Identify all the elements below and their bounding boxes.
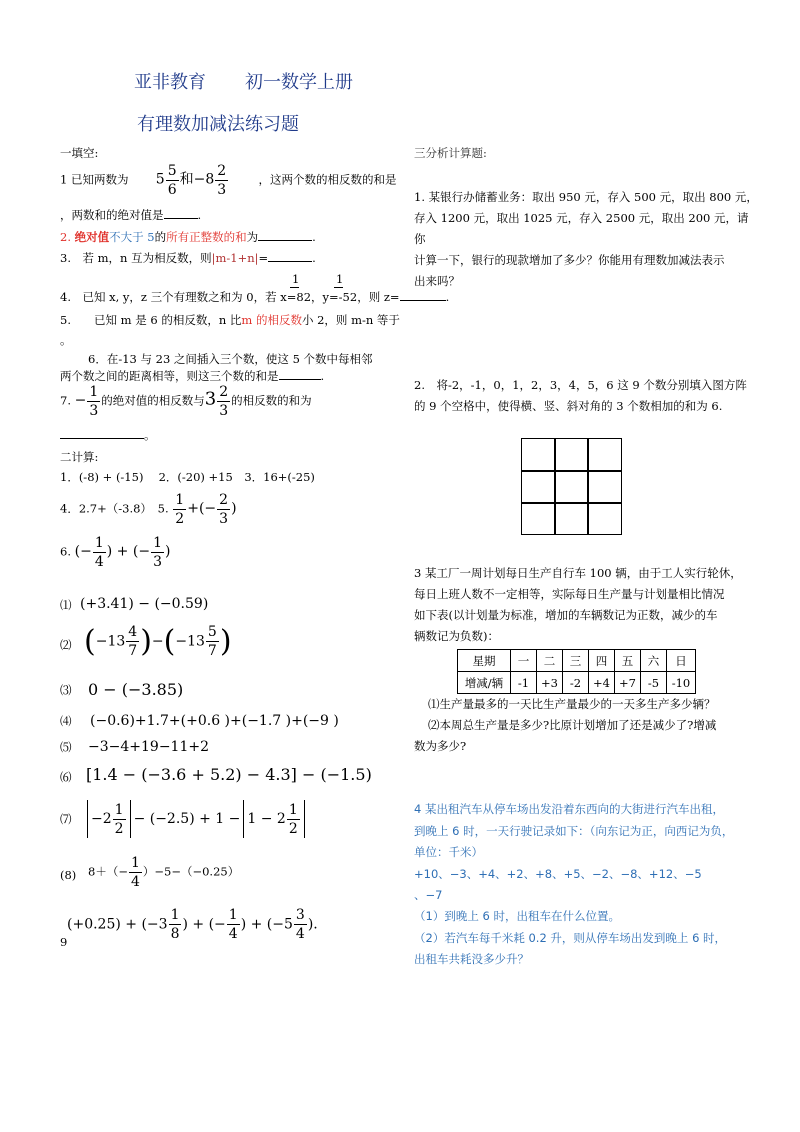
problem-2-expr: (−13 $\frac{4}{7}$ )−(−13 $\frac{5}{7}$ ) bbox=[84, 624, 232, 659]
table-cell: -10 bbox=[667, 672, 696, 694]
analysis-q3-line1: 3 某工厂一周计划每日生产自行车 100 辆，由于工人实行轮休， bbox=[414, 566, 742, 580]
p7-frac1 bbox=[113, 803, 126, 836]
analysis-q1-line1: 1. 某银行办储蓄业务：取出 950 元，存入 500 元，取出 800 元， bbox=[414, 190, 758, 204]
problem-8-expr bbox=[88, 856, 239, 889]
c3-frac1-num: 1 bbox=[94, 535, 104, 551]
table-head-cell: 日 bbox=[667, 650, 696, 672]
q7-number: 7. bbox=[60, 393, 71, 408]
q1-frac2-den: 3 bbox=[217, 182, 227, 198]
table-head-cell: 五 bbox=[615, 650, 641, 672]
analysis-q4-line2: 到晚上 6 时，一天行驶记录如下：（向东记为正，向西记为负， bbox=[414, 824, 734, 838]
q2-answer-blank[interactable] bbox=[258, 240, 312, 241]
table-head-cell: 星期 bbox=[458, 650, 511, 672]
q7-answer-blank[interactable] bbox=[60, 438, 144, 439]
analysis-q4-line1: 4 某出租汽车从停车场出发沿着东西向的大街进行汽车出租， bbox=[414, 802, 724, 816]
section-fill-blank: 一填空: bbox=[60, 146, 99, 160]
question-6: 6．在-13 与 23 之间插入三个数，使这 5 个数中每相邻 bbox=[88, 352, 373, 366]
q5-end: 。 bbox=[60, 333, 72, 347]
calc-row-2 bbox=[60, 493, 237, 526]
q2-positive-integers: 所有正整数 bbox=[166, 230, 224, 244]
q2-wei: 为 bbox=[246, 230, 259, 244]
q2-number: 2. bbox=[60, 230, 71, 244]
q1-frac2 bbox=[215, 164, 228, 197]
q4-sup1: 1 bbox=[292, 272, 300, 286]
question-3 bbox=[60, 251, 316, 266]
q3-answer-blank[interactable] bbox=[268, 261, 312, 262]
p2-frac2 bbox=[206, 625, 219, 658]
q4-text-c: ，则 z= bbox=[357, 290, 400, 304]
p8-frac-den: 4 bbox=[130, 874, 140, 890]
p9-frac2-den: 4 bbox=[228, 926, 238, 942]
p9-frac2-num: 1 bbox=[228, 907, 238, 923]
p8-frac bbox=[129, 856, 142, 889]
q6-period: . bbox=[320, 369, 325, 383]
magic-square-grid bbox=[521, 438, 622, 535]
question-1-line2 bbox=[60, 208, 201, 223]
calc-row-1: 1．(-8) + (-15) 2．(-20) +15 3．16+(-25) bbox=[60, 470, 315, 484]
p8-b: ）−5−（−0.25） bbox=[142, 864, 240, 879]
section-calculation: 二计算: bbox=[60, 450, 99, 464]
c2-text: 4．2.7+（-3.8） 5. bbox=[60, 501, 169, 516]
q4-answer-blank[interactable] bbox=[400, 300, 446, 301]
q1-answer-blank[interactable] bbox=[164, 218, 198, 219]
analysis-q3-sub2: ⑵本周总生产量是多少?比原计划增加了还是减少了?增减 bbox=[428, 718, 717, 732]
c2-frac2-num: 2 bbox=[219, 492, 229, 508]
problem-3-label: ⑶ bbox=[60, 683, 72, 697]
p7-c: 1 − 2 bbox=[247, 811, 286, 827]
q2-not-greater: 不大于 5 bbox=[109, 230, 155, 244]
c2-frac1-num: 1 bbox=[175, 492, 185, 508]
q1-text-a: 1 已知两数为 bbox=[60, 172, 129, 187]
q4-frac-bar2 bbox=[334, 287, 343, 288]
p9-end: . bbox=[313, 916, 318, 933]
q7-frac2 bbox=[217, 385, 230, 418]
q4-period: . bbox=[445, 290, 450, 304]
page-title: 有理数加减法练习题 bbox=[137, 114, 299, 135]
p2-neg2: −13 bbox=[175, 633, 205, 650]
p9-c: ) + (−5 bbox=[240, 916, 293, 933]
q5-opposite-m: m 的相反数 bbox=[241, 313, 302, 327]
analysis-q1-line3: 你 bbox=[414, 232, 426, 246]
problem-1-expr: (+3.41) − (−0.59) bbox=[80, 596, 209, 612]
p9-frac2 bbox=[227, 908, 240, 941]
table-head-cell: 二 bbox=[537, 650, 563, 672]
problem-8-label: (8) bbox=[60, 868, 77, 882]
table-cell: +3 bbox=[537, 672, 563, 694]
q1-frac1-num: 5 bbox=[167, 163, 177, 179]
problem-1-label: ⑴ bbox=[60, 598, 72, 612]
q4-sub1: 2 bbox=[303, 290, 312, 304]
section-analysis: 三分析计算题: bbox=[414, 146, 487, 160]
c3-frac1-den: 4 bbox=[94, 554, 104, 570]
p8-a: 8＋（− bbox=[88, 864, 128, 879]
table-head-cell: 三 bbox=[563, 650, 589, 672]
problem-4-label: ⑷ bbox=[60, 714, 72, 728]
c3-frac2-num: 1 bbox=[153, 535, 162, 551]
table-head-cell: 一 bbox=[511, 650, 537, 672]
table-head-cell: 六 bbox=[641, 650, 667, 672]
q7-period: 。 bbox=[144, 428, 156, 442]
p2-frac2-num: 5 bbox=[207, 624, 217, 640]
p9-frac1-den: 8 bbox=[170, 926, 180, 942]
q2-de: 的 bbox=[154, 230, 167, 244]
analysis-q3-sub3: 数为多少? bbox=[414, 739, 467, 753]
p9-d: ) bbox=[307, 916, 314, 933]
q4-sup2: 1 bbox=[336, 272, 344, 286]
q3-eq: = bbox=[258, 251, 269, 265]
table-cell: +4 bbox=[589, 672, 615, 694]
q1-mid: 和−8 bbox=[179, 171, 215, 188]
q7-frac1 bbox=[87, 385, 100, 418]
analysis-q3-line3: 如下表(以计划量为标准，增加的车辆数记为正数，减少的车 bbox=[414, 608, 718, 622]
c2-frac2-den: 3 bbox=[219, 511, 229, 527]
q1-text-b: ，这两个数的相反数的和是 bbox=[258, 172, 397, 187]
c3-frac2-den: 3 bbox=[153, 554, 162, 570]
problem-2-label: ⑵ bbox=[60, 638, 72, 652]
q2-sum: 的和 bbox=[223, 230, 247, 244]
p9-b: ) + (− bbox=[182, 916, 226, 933]
p9-a: (+0.25) + (−3 bbox=[67, 916, 168, 933]
problem-5-label: ⑸ bbox=[60, 740, 72, 754]
c2-op: +(− bbox=[187, 500, 217, 517]
org-name: 亚非教育 bbox=[134, 72, 206, 93]
q7-text-c: 的相反数的和为 bbox=[231, 393, 312, 408]
p2-frac2-den: 7 bbox=[207, 643, 217, 659]
c3-open: (− bbox=[74, 543, 92, 560]
p7-frac2-num: 1 bbox=[288, 801, 298, 818]
c3-frac1 bbox=[93, 536, 106, 569]
question-2 bbox=[60, 230, 316, 245]
q5-text-a: 5. 已知 m 是 6 的相反数，n 比 bbox=[60, 313, 242, 327]
analysis-q1-line5: 出来吗？ bbox=[414, 274, 460, 288]
production-change-table bbox=[457, 649, 696, 694]
q7-text-b: 的绝对值的相反数与 bbox=[101, 393, 205, 408]
p9-frac1 bbox=[169, 908, 182, 941]
question-6-line2 bbox=[60, 369, 324, 384]
q7-frac2-whole: 3 bbox=[204, 388, 217, 410]
analysis-q4-line8: 出租车共耗没多少升？ bbox=[414, 952, 529, 966]
q4-text-b: ，y=-5 bbox=[311, 290, 350, 304]
q1-text-c: ，两数和的绝对值是 bbox=[60, 208, 164, 222]
table-row bbox=[458, 672, 696, 694]
p7-b: − (−2.5) + 1 − bbox=[133, 811, 241, 827]
c2-frac1-den: 2 bbox=[175, 511, 185, 527]
q1-frac2-num: 2 bbox=[217, 163, 227, 179]
q7-frac1-den: 3 bbox=[89, 403, 99, 419]
question-1 bbox=[60, 164, 397, 197]
problem-6-expr: [1.4 − (−3.6 + 5.2) − 4.3] − (−1.5) bbox=[86, 765, 372, 784]
p7-frac2 bbox=[287, 803, 300, 836]
problem-3-expr: 0 − (−3.85) bbox=[88, 680, 184, 699]
c3-close: ) bbox=[164, 543, 171, 560]
q1-frac1-whole: 5 bbox=[155, 171, 165, 188]
q3-period: . bbox=[312, 251, 316, 265]
q7-sign: − bbox=[74, 392, 87, 409]
problem-6-label: ⑹ bbox=[60, 770, 72, 784]
problem-7-label: ⑺ bbox=[60, 812, 72, 826]
table-cell: +7 bbox=[615, 672, 641, 694]
analysis-q2-line2: 的 9 个空格中，使得横、竖、斜对角的 3 个数相加的和为 6. bbox=[414, 399, 723, 413]
q4-frac-bar1 bbox=[290, 287, 299, 288]
p2-minus: − bbox=[151, 633, 164, 650]
q4-sub2: 2 bbox=[349, 290, 358, 304]
q6-text-b: 两个数之间的距离相等，则这三个数的和是 bbox=[60, 369, 279, 383]
analysis-q3-line4: 辆数记为负数)： bbox=[414, 629, 499, 643]
analysis-q4-line6: （1）到晚上 6 时，出租车在什么位置。 bbox=[414, 909, 620, 923]
calc-row-3 bbox=[60, 536, 170, 569]
p2-frac1 bbox=[126, 625, 139, 658]
q1-frac1 bbox=[166, 164, 179, 197]
table-cell: 增减/辆 bbox=[458, 672, 511, 694]
p9-frac3-den: 4 bbox=[295, 926, 305, 942]
q4-text-a: 4. 已知 x, y，z 三个有理数之和为 0，若 x=8 bbox=[60, 290, 304, 304]
question-4 bbox=[60, 290, 449, 305]
q6-answer-blank[interactable] bbox=[279, 379, 321, 380]
problem-4-expr: (−0.6)+1.7+(+0.6 )+(−1.7 )+(−9 ) bbox=[90, 713, 339, 729]
p2-neg1: −13 bbox=[95, 633, 126, 650]
analysis-q3-line2: 每日上班人数不一定相等，实际每日生产量与计划量相比情况 bbox=[414, 587, 725, 601]
table-cell: -1 bbox=[511, 672, 537, 694]
q2-abs-keyword: 绝对值 bbox=[74, 230, 110, 244]
table-cell: -5 bbox=[641, 672, 667, 694]
q1-period: . bbox=[197, 208, 202, 222]
p7-frac1-num: 1 bbox=[114, 801, 124, 818]
p7-frac2-den: 2 bbox=[288, 820, 298, 837]
analysis-q4-line3: 单位：千米） bbox=[414, 845, 483, 859]
c3-mid: ) + (− bbox=[106, 543, 151, 560]
c2-close: ) bbox=[231, 500, 237, 517]
q1-frac1-den: 6 bbox=[167, 182, 177, 198]
p9-frac3 bbox=[294, 908, 307, 941]
analysis-q2-line1: 2. 将-2，-1，0，1，2，3，4，5，6 这 9 个数分别填入图方阵 bbox=[414, 378, 747, 392]
c3-number: 6. bbox=[60, 544, 71, 559]
analysis-q4-line7: （2）若汽车每千米耗 0.2 升，则从停车场出发到晚上 6 时， bbox=[414, 931, 727, 945]
problem-7-expr bbox=[84, 800, 308, 838]
c2-frac2 bbox=[217, 493, 230, 526]
question-7 bbox=[60, 385, 312, 418]
p2-frac1-den: 7 bbox=[128, 643, 138, 659]
problem-9-label: 9 bbox=[60, 935, 68, 949]
p2-frac1-num: 4 bbox=[128, 624, 138, 640]
q5-text-c: 小 2，则 m-n 等于 bbox=[301, 313, 400, 327]
analysis-q4-line5: 、−7 bbox=[414, 888, 443, 902]
p9-frac3-num: 3 bbox=[295, 907, 305, 923]
problem-9-expr bbox=[67, 908, 318, 941]
q7-frac1-num: 1 bbox=[89, 384, 99, 400]
c2-frac1 bbox=[173, 493, 186, 526]
c3-frac2 bbox=[151, 536, 164, 569]
analysis-q1-line2: 存入 1200 元，取出 1025 元，存入 2500 元，取出 200 元，请 bbox=[414, 211, 749, 225]
problem-5-expr: −3−4+19−11+2 bbox=[88, 739, 210, 755]
q7-frac2-den: 3 bbox=[219, 403, 229, 419]
analysis-q1-line4: 计算一下，银行的现款增加了多少？你能用有理数加减法表示 bbox=[414, 253, 725, 267]
q7-answer-line bbox=[60, 428, 156, 443]
p9-frac1-num: 1 bbox=[170, 907, 180, 923]
analysis-q3-sub1: ⑴生产量最多的一天比生产量最少的一天多生产多少辆？ bbox=[428, 697, 716, 711]
course-name: 初一数学上册 bbox=[245, 72, 353, 93]
analysis-q4-line4: +10、−3、+4、+2、+8、+5、−2、−8、+12、−5 bbox=[414, 867, 702, 881]
q3-text-a: 3. 若 m，n 互为相反数，则 bbox=[60, 251, 212, 265]
q2-period: . bbox=[312, 230, 316, 244]
table-row bbox=[458, 650, 696, 672]
p7-frac1-den: 2 bbox=[114, 820, 124, 837]
table-head-cell: 四 bbox=[589, 650, 615, 672]
q3-abs-expr: |m-1+n| bbox=[211, 251, 259, 265]
p7-a: −2 bbox=[91, 811, 112, 827]
table-cell: -2 bbox=[563, 672, 589, 694]
q7-frac2-num: 2 bbox=[219, 384, 229, 400]
question-5 bbox=[60, 313, 400, 328]
p8-frac-num: 1 bbox=[130, 855, 140, 871]
